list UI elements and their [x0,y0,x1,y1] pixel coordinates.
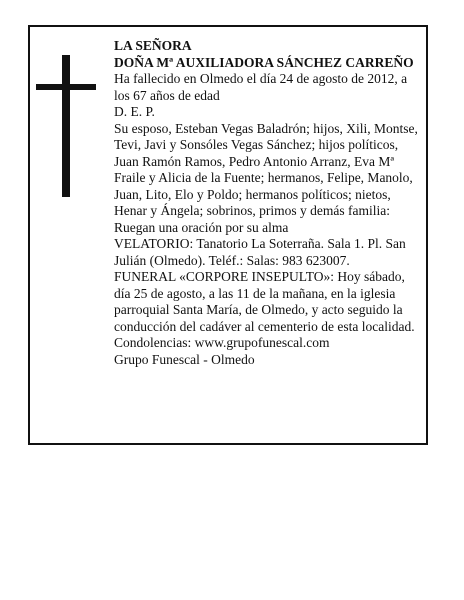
cross-icon-bar [36,84,96,90]
family-list: Su esposo, Esteban Vegas Baladrón; hijos, Xili, Montse, Tevi, Javi y Sonsóles Vegas Sánchez; hijos políticos, Juan Ramón Ramos, Pedro Antonio Arranz, Eva Mª Fraile y Alicia de la Fuente; hermanos, Felipe, Manolo, Juan, Lito, Elo y Poldo; hermanos políticos; nietos, Henar y Ángela; sobrinos, primos y demás familia: [114,120,418,218]
obituary-text [114,38,420,368]
obituary-heading: LA SEÑORA [114,38,192,53]
condolences-link: Condolencias: www.grupofunescal.com [114,335,330,350]
funeral-info: FUNERAL «CORPORE INSEPULTO»: Hoy sábado, día 25 de agosto, a las 11 de la mañana, en la iglesia parroquial Santa María, de Olmedo, y acto seguido la conducción del cadáver al cementerio de esta localidad. [114,269,415,334]
funeral-home-signature: Grupo Funescal - Olmedo [114,351,255,367]
cross-icon [62,55,70,197]
deceased-name: DOÑA Mª AUXILIADORA SÁNCHEZ CARREÑO [114,54,414,70]
death-notice: Ha fallecido en Olmedo el día 24 de agosto de 2012, a los 67 años de edad [114,71,408,103]
rip-text: D. E. P. [114,104,155,119]
wake-info: VELATORIO: Tanatorio La Soterraña. Sala 1. Pl. San Julián (Olmedo). Teléf.: Salas: 983 623007. [114,236,406,268]
prayer-request: Ruegan una oración por su alma [114,219,289,235]
